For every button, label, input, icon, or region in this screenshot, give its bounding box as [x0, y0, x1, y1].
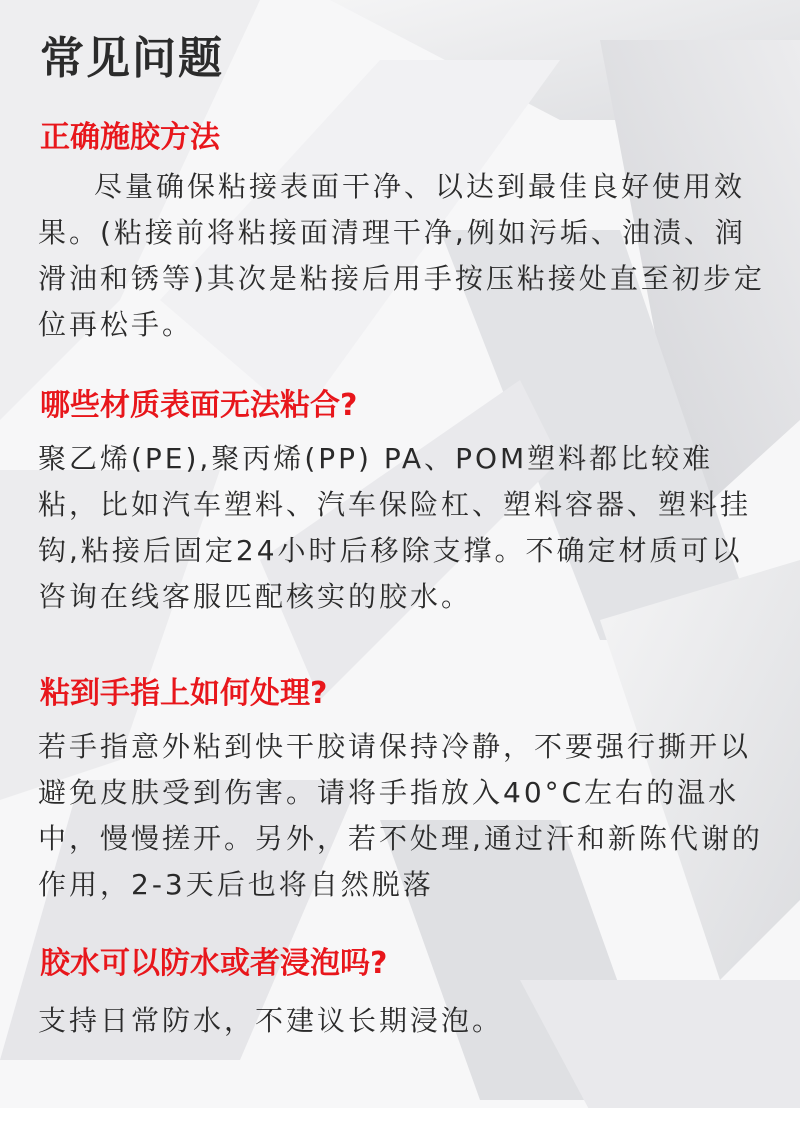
faq-answer: 聚乙烯(PE),聚丙烯(PP) PA、POM塑料都比较难粘，比如汽车塑料、汽车保险杠、塑料容器、塑料挂钩,粘接后固定24小时后移除支撑。不确定材质可以咨询在线客服匹配核实的胶水。	[38, 442, 752, 613]
faq-answer: 若手指意外粘到快干胶请保持冷静，不要强行撕开以避免皮肤受到伤害。请将手指放入40°C左右的温水中，慢慢搓开。另外，若不处理,通过汗和新陈代谢的作用，2-3天后也将自然脱落	[38, 730, 763, 901]
faq-question: 胶水可以防水或者浸泡吗?	[40, 946, 388, 981]
faq-question: 粘到手指上如何处理?	[40, 676, 328, 711]
faq-answer: 支持日常防水，不建议长期浸泡。	[38, 1004, 504, 1037]
page-title: 常见问题	[40, 33, 224, 84]
faq-question: 哪些材质表面无法粘合?	[40, 388, 358, 423]
faq-question: 正确施胶方法	[40, 120, 220, 155]
faq-answer: 尽量确保粘接表面干净、以达到最佳良好使用效果。(粘接前将粘接面清理干净,例如污垢、油渍、润滑油和锈等)其次是粘接后用手按压粘接处直至初步定位再松手。	[38, 170, 765, 341]
